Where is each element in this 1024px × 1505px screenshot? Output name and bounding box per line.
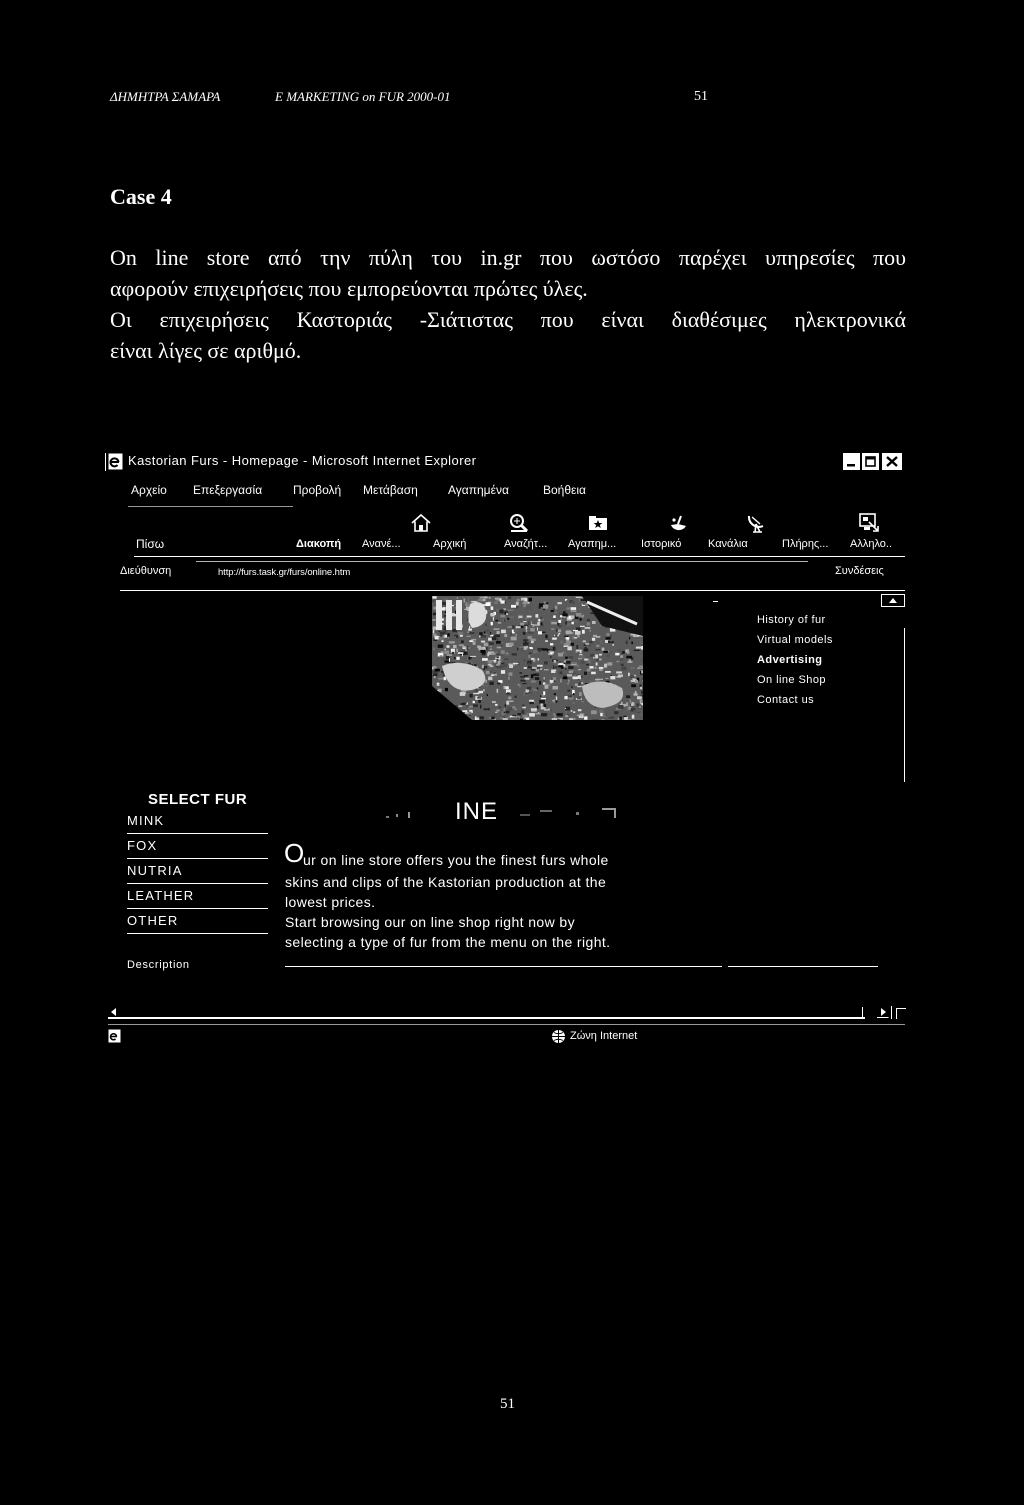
page-status-icon [108, 1029, 121, 1043]
status-zone: Ζώνη Internet [570, 1030, 638, 1042]
maximize-button[interactable] [862, 453, 879, 470]
header-author: ΔΗΜΗΤΡΑ ΣΑΜΑΡΑ [110, 89, 221, 104]
description-label: Description [127, 959, 190, 971]
fur-photo [432, 596, 643, 720]
history-icon[interactable] [667, 512, 689, 534]
toolbar-history-button[interactable]: Ιστορικό [641, 538, 682, 550]
scroll-up-arrow-icon[interactable] [881, 594, 905, 607]
nav-link-virtual-models[interactable]: Virtual models [757, 634, 833, 646]
store-intro-line: Start browsing our on line shop right now by [285, 914, 575, 930]
home-icon[interactable] [410, 512, 432, 534]
page-number: 51 [500, 1396, 515, 1412]
nav-link-history[interactable]: History of fur [757, 614, 826, 626]
window-title: Kastorian Furs - Homepage - Microsoft Internet Explorer [128, 453, 477, 468]
store-intro-line: lowest prices. [285, 894, 376, 910]
toolbar-mail-button[interactable]: Αλληλο.. [850, 538, 893, 550]
fur-menu-item-other[interactable]: OTHER [127, 912, 268, 934]
size-grip[interactable] [896, 1008, 897, 1019]
intro-dropcap: O [284, 838, 305, 868]
toolbar-stop-button[interactable]: Διακοπή [296, 538, 342, 550]
intro-paragraph-line: αφορούν επιχειρήσεις που εμπορεύονται πρώτες ύλες. [110, 276, 588, 301]
toolbar-back-button[interactable]: Πίσω [136, 537, 165, 551]
toolbar-divider [134, 556, 905, 557]
store-intro-line: ur on line store offers you the finest furs whole [303, 852, 609, 868]
store-heading: INE [455, 798, 499, 825]
toolbar-search-button[interactable]: Αναζήτ... [504, 538, 548, 550]
close-button[interactable] [882, 453, 902, 470]
intro-paragraph-line: On line store από την πύλη του in.gr που ωστόσο παρέχει υπηρεσίες που [110, 245, 906, 270]
content-divider [285, 966, 722, 967]
toolbar-home-button[interactable]: Αρχική [433, 538, 467, 550]
menu-edit[interactable]: Επεξεργασία [193, 483, 263, 497]
nav-link-contact[interactable]: Contact us [757, 694, 815, 706]
toolbar-favorites-button[interactable]: Αγαπημ... [568, 538, 617, 550]
horizontal-scrollbar-track[interactable] [108, 1017, 865, 1019]
toolbar-fullscreen-button[interactable]: Πλήρης... [782, 538, 829, 550]
nav-link-advertising[interactable]: Advertising [757, 654, 823, 666]
select-fur-heading: SELECT FUR [148, 791, 248, 808]
size-grip-top [896, 1008, 906, 1009]
addressbar-divider [120, 590, 905, 591]
close-icon [883, 454, 901, 469]
heading-fade-right [516, 808, 626, 820]
minimize-button[interactable] [843, 453, 860, 470]
fur-menu-item-fox[interactable]: FOX [127, 837, 268, 859]
fur-menu-item-nutria[interactable]: NUTRIA [127, 862, 268, 884]
heading-fade-left [382, 812, 416, 820]
minimize-icon [844, 454, 859, 469]
toolbar-refresh-button[interactable]: Ανανέ... [362, 538, 401, 550]
fullscreen-icon[interactable] [858, 512, 880, 534]
window-left-border [105, 453, 106, 471]
scrollbar-separator [891, 1006, 892, 1019]
toolbar-channels-button[interactable]: Κανάλια [708, 538, 748, 550]
address-field-border [196, 561, 808, 562]
menu-view[interactable]: Προβολή [293, 483, 342, 497]
scroll-right-arrow-icon[interactable] [877, 1006, 889, 1018]
store-intro-line: selecting a type of fur from the menu on the right. [285, 934, 611, 950]
nav-link-online-shop[interactable]: On line Shop [757, 674, 826, 686]
address-input[interactable]: http://furs.task.gr/furs/online.htm [218, 567, 351, 578]
header-page-number: 51 [694, 89, 708, 104]
decorative-dash [713, 601, 718, 602]
menu-favorites[interactable]: Αγαπημένα [448, 483, 509, 497]
fur-menu-item-mink[interactable]: MINK [127, 812, 268, 834]
menu-divider [128, 506, 293, 507]
intro-paragraph-line: Οι επιχειρήσεις Καστοριάς -Σιάτιστας που είναι διαθέσιμες ηλεκτρονικά [110, 307, 906, 332]
search-icon[interactable] [508, 512, 530, 534]
horizontal-scrollbar-thumb-edge[interactable] [862, 1007, 863, 1018]
fur-menu-item-leather[interactable]: LEATHER [127, 887, 268, 909]
ie-page-icon [108, 453, 123, 470]
content-divider [728, 966, 878, 967]
menu-file[interactable]: Αρχείο [131, 483, 167, 497]
channels-icon[interactable] [746, 512, 768, 534]
address-label: Διεύθυνση [120, 565, 172, 577]
intro-paragraph-line: είναι λίγες σε αριθμό. [110, 338, 302, 363]
statusbar-divider [108, 1024, 905, 1025]
menu-help[interactable]: Βοήθεια [543, 483, 586, 497]
header-title: E MARKETING on FUR 2000-01 [275, 89, 451, 104]
menu-go[interactable]: Μετάβαση [363, 483, 418, 497]
vertical-scrollbar-track[interactable] [904, 628, 905, 782]
store-intro-line: skins and clips of the Kastorian production at the [285, 874, 607, 890]
internet-globe-icon [551, 1029, 566, 1044]
favorites-icon[interactable] [587, 512, 609, 534]
case-title: Case 4 [110, 184, 172, 209]
links-button[interactable]: Συνδέσεις [835, 565, 884, 577]
maximize-icon [863, 454, 878, 469]
